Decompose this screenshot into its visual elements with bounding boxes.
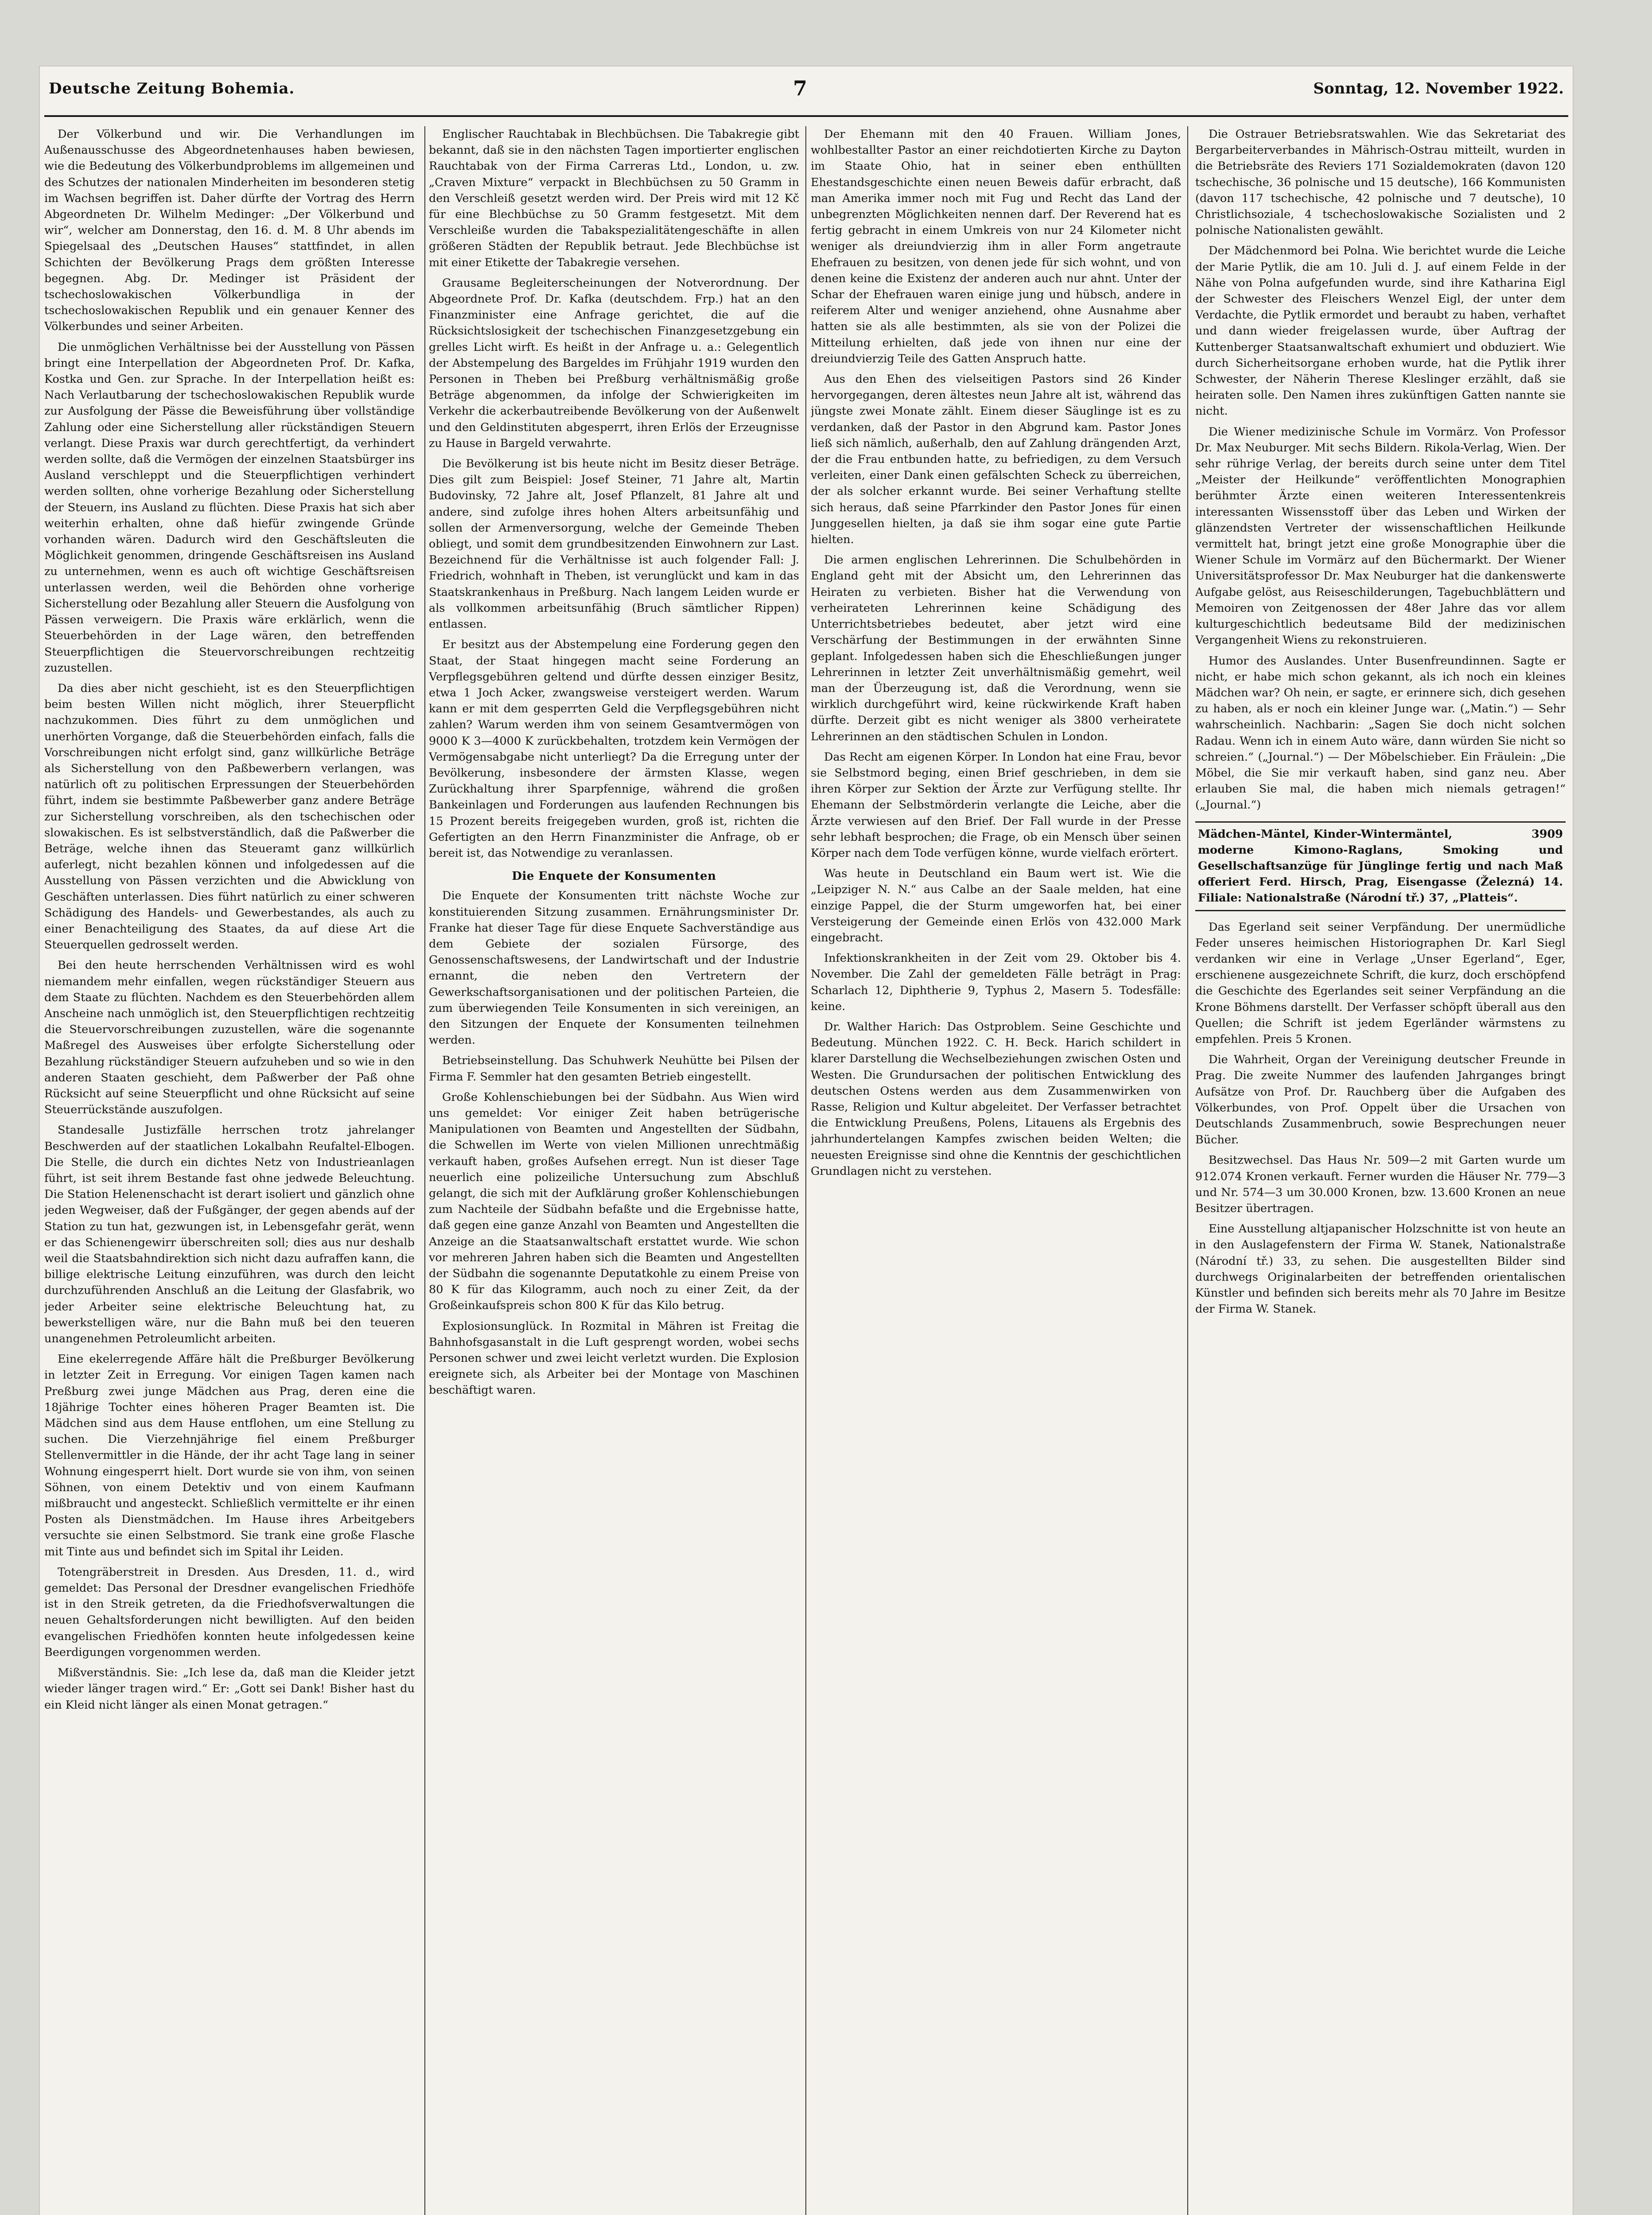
ad-text: moderne Kimono-Raglans, Smoking und Gesellschaftsanzüge für Jünglinge fertig und nach Maß offeriert Ferd. Hirsch, Prag, Eisengasse (Železná) 14. Filiale: Nationalstraße (Národní tř.) 37, „Platteis“. — [1198, 843, 1563, 905]
article-paragraph: Die Ostrauer Betriebsratswahlen. Wie das Sekretariat des Bergarbeiterverbandes in Mährisch-Ostrau mitteilt, wurden in die Betriebsräte des Reviers 171 Sozialdemokraten (davon 120 tschechische, 36 polnische und 15 deutsche), 166 Kommunisten (davon 117 tschechische, 42 polnische und 7 deutsche), 10 Christlichsoziale, 4 tschechoslowakische Sozialisten und 2 polnische Nationalisten gewählt. — [1195, 128, 1566, 237]
article-columns — [44, 126, 1568, 2215]
article-paragraph: Bei den heute herrschenden Verhältnissen wird es wohl niemandem mehr einfallen, wegen rückständiger Steuern aus dem Staate zu flüchten. Nachdem es den Steuerbehörden allem Anscheine nach unmöglich ist, den Steuerpflichtigen rechtzeitig die Steuervorschreibungen zuzustellen, wäre die sogenannte Maßregel des Ausweises über erfolgte Sicherstellung oder Bezahlung rückständiger Steuern aufzuheben und so wie in den anderen Staaten geschieht, dem Paßwerber der Paß ohne Rücksicht auf seine Steuerpflicht und ohne Rücksicht auf seine Steuerrückstände auszufolgen. — [44, 959, 415, 1117]
article-paragraph: Eine ekelerregende Affäre hält die Preßburger Bevölkerung in letzter Zeit in Erregung. Vor einigen Tagen kamen nach Preßburg zwei junge Mädchen aus Prag, deren eine die 18jährige Tochter eines höheren Prager Beamten ist. Die Mädchen sind aus dem Hause entflohen, um eine Stellung zu suchen. Die Vierzehnjährige fiel einem Preßburger Stellenvermittler in die Hände, der ihr acht Tage lang in seiner Wohnung eingesperrt hielt. Dort wurde sie von ihm, von seinen Söhnen, von einem Detektiv und von einem Kaufmann mißbraucht und angesteckt. Schließlich vermittelte er ihr einen Posten als Dienstmädchen. Im Hause ihres Arbeitgebers versuchte sie einen Selbstmord. Sie trank eine große Flasche mit Tinte aus und befindet sich im Spital ihr Leiden. — [44, 1352, 415, 1558]
column-3 — [811, 126, 1181, 2215]
header-rule — [44, 115, 1568, 117]
article-paragraph: Mißverständnis. Sie: „Ich lese da, daß man die Kleider jetzt wieder länger tragen wird.“ Er: „Gott sei Dank! Bisher hast du ein Kleid nicht länger als einen Monat getragen.“ — [44, 1666, 415, 1712]
column-1 — [44, 126, 415, 2215]
article-paragraph: Das Egerland seit seiner Verpfändung. Der unermüdliche Feder unseres heimischen Historiographen Dr. Karl Siegl verdanken wir eine in Verlage „Unser Egerland“, Eger, erschienene ausgezeichnete Schrift, die kurz, doch erschöpfend die Geschichte des Egerlandes seit seiner Verpfändung an die Krone Böhmens darstellt. Der Verfasser schöpft überall aus den Quellen; die Schrift ist jedem Egerländer wärmstens zu empfehlen. Preis 5 Kronen. — [1195, 920, 1566, 1046]
article-paragraph: Er besitzt aus der Abstempelung eine Forderung gegen den Staat, der Staat hingegen macht seine Forderung an Verpflegsgebühren geltend und dürfte dessen einziger Besitz, etwa 1 Joch Acker, zwangsweise versteigert werden. Warum kann er mit dem gesperrten Geld die Verpflegsgebühren nicht zahlen? Warum werden ihm von seinem Gesamtvermögen von 9000 K 3—4000 K zurückbehalten, trotzdem kein Vermögen der Vermögensabgabe nicht unterliegt? Da die Erregung unter der Bevölkerung, insbesondere der ärmsten Klasse, wegen Zurückhaltung ihrer Sparpfennige, während die großen Bankeinlagen und Forderungen aus laufenden Rechnungen bis 15 Prozent bereits freigegeben wurden, groß ist, richten die Gefertigten an den Herrn Finanzminister die Anfrage, ob er bereit ist, das Notwendige zu veranlassen. — [429, 638, 799, 860]
issue-date: Sonntag, 12. November 1922. — [1313, 80, 1564, 97]
article-paragraph: Die Wiener medizinische Schule im Vormärz. Von Professor Dr. Max Neuburger. Mit sechs Bildern. Rikola-Verlag, Wien. Der sehr rührige Verlag, der bereits durch seine unter dem Titel „Meister der Heilkunde“ veröffentlichten Monographien berühmter Ärzte einen weiteren Interessentenkreis interessanten Wissensstoff über das Leben und Wirken der glänzendsten Vertreter der wissenschaftlichen Heilkunde vermittelt hat, bringt jetzt eine große Monographie über die Wiener Schule im Vormärz auf den Büchermarkt. Der Wiener Universitätsprofessor Dr. Max Neuburger hat die dankenswerte Aufgabe gelöst, aus Reiseschilderungen, Tagebuchblättern und Memoiren von Zeitgenossen der 48er Jahre das vor allem kulturgeschichtlich bedeutsame Bild der medizinischen Vergangenheit Wiens zu rekonstruieren. — [1195, 425, 1566, 647]
article-paragraph: Infektionskrankheiten in der Zeit vom 29. Oktober bis 4. November. Die Zahl der gemeldeten Fälle beträgt in Prag: Scharlach 12, Diphtherie 9, Typhus 2, Masern 5. Todesfälle: keine. — [811, 952, 1181, 1013]
column-divider — [1187, 126, 1188, 2215]
article-paragraph: Besitzwechsel. Das Haus Nr. 509—2 mit Garten wurde um 912.074 Kronen verkauft. Ferner wurden die Häuser Nr. 779—3 und Nr. 574—3 um 30.000 Kronen, bzw. 13.600 Kronen an neue Besitzer übertragen. — [1195, 1154, 1566, 1215]
article-paragraph: Die armen englischen Lehrerinnen. Die Schulbehörden in England geht mit der Absicht um, den Lehrerinnen das Heiraten zu verbieten. Bisher hat die Verwendung von verheirateten Lehrerinnen keine Schädigung des Unterrichtsbetriebes bedeutet, aber jetzt wird eine Verschärfung der Bestimmungen in der erwähnten Sinne geplant. Infolgedessen haben sich die Eheschließungen junger Lehrerinnen in letzter Zeit unverhältnismäßig gemehrt, weil man der Überzeugung ist, daß die Verordnung, wenn sie wirklich durchgeführt wird, keine rückwirkende Kraft haben dürfte. Derzeit gibt es nicht weniger als 3800 verheiratete Lehrerinnen an den städtischen Schulen in London. — [811, 553, 1181, 743]
ad-number: 3909 — [1532, 827, 1563, 841]
article-paragraph: Explosionsunglück. In Rozmital in Mähren ist Freitag die Bahnhofsgasanstalt in die Luft gesprengt worden, wobei sechs Personen schwer und zwei leicht verletzt wurden. Die Explosion ereignete sich, als Arbeiter bei der Montage von Maschinen beschäftigt waren. — [429, 1319, 799, 1397]
article-paragraph: Humor des Auslandes. Unter Busenfreundinnen. Sagte er nicht, er habe mich schon gekannt, als ich noch ein kleines Mädchen war? Oh nein, er sagte, er erinnere sich, dich gesehen zu haben, als er noch ein kleiner Junge war. („Matin.“) — Sehr wahrscheinlich. Nachbarin: „Sagen Sie doch nicht solchen Radau. Wenn ich in einem Auto wäre, dann würden Sie nicht so schreien.“ („Journal.“) — Der Möbelschieber. Ein Fräulein: „Die Möbel, die Sie mir verkauft haben, sind ganz neu. Aber erlauben Sie mal, die haben mich niemals getragen!“ („Journal.“) — [1195, 654, 1566, 812]
page-number: 7 — [793, 76, 808, 100]
article-paragraph: Grausame Begleiterscheinungen der Notverordnung. Der Abgeordnete Prof. Dr. Kafka (deutschdem. Frp.) hat an den Finanzminister eine Anfrage gerichtet, die auf die Rücksichtslosigkeit der tschechischen Finanzgesetzgebung ein grelles Licht wirft. Es heißt in der Anfrage u. a.: Gelegentlich der Abstempelung des Bargeldes im Frühjahr 1919 wurden den Personen in Theben bei Preßburg verhältnismäßig große Beträge abgenommen, da infolge der Schwierigkeiten im Verkehr die ackerbautreibende Bevölkerung von der Außenwelt und den Geldinstituten abgesperrt, ihren Erlös der Erzeugnisse zu Hause in Bargeld verwahrte. — [429, 276, 799, 450]
article-paragraph: Die Wahrheit, Organ der Vereinigung deutscher Freunde in Prag. Die zweite Nummer des laufenden Jahrganges bringt Aufsätze von Prof. Dr. Rauchberg über die Aufgaben des Völkerbundes, von Prof. Oppelt über die Ursachen von Deutschlands Zusammenbruch, sowie Besprechungen neuer Bücher. — [1195, 1053, 1566, 1147]
column-divider — [805, 126, 806, 2215]
column-2 — [429, 126, 799, 2215]
article-paragraph: Totengräberstreit in Dresden. Aus Dresden, 11. d., wird gemeldet: Das Personal der Dresdner evangelischen Friedhöfe ist in den Streik getreten, da die Friedhofsverwaltungen die neuen Gehaltsforderungen nicht bewilligten. Auf den beiden evangelischen Friedhöfen konnten heute infolgedessen keine Beerdigungen vorgenommen werden. — [44, 1565, 415, 1659]
article-paragraph: Der Mädchenmord bei Polna. Wie berichtet wurde die Leiche der Marie Pytlik, die am 10. Juli d. J. auf einem Felde in der Nähe von Polna aufgefunden wurde, sind ihre Katharina Eigl der Schwester des Fleischers Wenzel Eigl, der unter dem Verdachte, die Pytlik ermordet und beraubt zu haben, verhaftet und dann wieder freigelassen wurde, über Auftrag der Kuttenberger Staatsanwaltschaft exhumiert und obduziert. Wie durch Sicherheitsorgane erhoben wurde, hat die Pytlik ihrer Schwester, der Näherin Therese Kleslinger erzählt, daß sie heiraten solle. Den Namen ihres zukünftigen Gatten nannte sie nicht. — [1195, 244, 1566, 418]
article-paragraph: Eine Ausstellung altjapanischer Holzschnitte ist von heute an in den Auslagefenstern der Firma W. Stanek, Nationalstraße (Národní tř.) 33, zu sehen. Die ausgestellten Bilder sind durchwegs Originalarbeiten der betreffenden orientalischen Künstler und befinden sich bereits mehr als 70 Jahre im Besitze der Firma W. Stanek. — [1195, 1222, 1566, 1316]
article-paragraph: Da dies aber nicht geschieht, ist es den Steuerpflichtigen beim besten Willen nicht möglich, ihrer Steuerpflicht nachzukommen. Dies führt zu dem unmöglichen und unerhörten Vorgange, daß die Steuerbehörden einfach, falls die Vorschreibungen nicht erfolgt sind, ganz willkürliche Beträge als Sicherstellung von den Paßbewerbern verlangen, was natürlich oft zu politischen Erpressungen der Steuerbehörden führt, indem sie bestimmte Paßbewerber ganz andere Beträge zur Sicherstellung vorschreiben, als den tschechischen oder slowakischen. Es ist selbstverständlich, daß die Paßwerber die Beträge, welche ihnen das Steueramt ganz willkürlich auferlegt, nicht bezahlen können und infolgedessen auf die Ausstellung von Pässen verzichten und die Abwicklung von Geschäften unterlassen. Dies führt natürlich zu einer schweren Schädigung des Handels- und Gewerbestandes, als auch zu einer Benachteiligung des Staates, da auf diese Art die Steuerquellen gedrosselt werden. — [44, 681, 415, 952]
ad-title: Mädchen-Mäntel, Kinder-Wintermäntel, — [1198, 827, 1453, 841]
article-paragraph: Der Ehemann mit den 40 Frauen. William Jones, wohlbestallter Pastor an einer reichdotierten Kirche zu Dayton im Staate Ohio, hat in seiner eben enthüllten Ehestandsgeschichte einen neuen Beweis dafür erbracht, daß man Amerika immer noch mit Fug und Recht das Land der unbegrenzten Möglichkeiten nennen darf. Der Reverend hat es fertig gebracht in einem Umkreis von nur 24 Kilometer nicht weniger als dreiundvierzig ihm in aller Form angetraute Ehefrauen zu besitzen, von denen jede für sich wohnt, und von denen keine die Existenz der anderen auch nur ahnt. Unter der Schar der Ehefrauen waren einige jung und hübsch, andere in reiferem Alter und weniger anziehend, ohne Ausnahme aber hatten sie als alle bestimmten, als sie von der Polizei die Mitteilung erhielten, daß jede von ihnen nur eine der dreiundvierzig Teile des Gatten Anspruch hatte. — [811, 128, 1181, 365]
article-paragraph: Große Kohlenschiebungen bei der Südbahn. Aus Wien wird uns gemeldet: Vor einiger Zeit haben betrügerische Manipulationen von Beamten und Angestellten der Südbahn, die Schwellen im Werte von vielen Millionen unrechtmäßig verkauft haben, großes Aufsehen erregt. Nun ist dieser Tage neuerlich eine polizeiliche Untersuchung zum Abschluß gelangt, die sich mit der Aufklärung großer Kohlenschiebungen zum Nachteile der Südbahn befaßte und die Ergebnisse hatte, daß gegen eine ganze Anzahl von Beamten und Angestellten die Anzeige an die Staatsanwaltschaft erstattet wurde. Wie schon vor mehreren Jahren haben sich die Beamten und Angestellten der Südbahn die sogenannte Deputatkohle zu einem Preise von 80 K für das Kilogramm, auch noch zu einer Zeit, da der Großeinkaufspreis schon 800 K für das Kilo betrug. — [429, 1090, 799, 1313]
paper-title: Deutsche Zeitung Bohemia. — [49, 80, 295, 97]
newspaper-page — [40, 66, 1573, 2215]
article-paragraph: Die Bevölkerung ist bis heute nicht im Besitz dieser Beträge. Dies gilt zum Beispiel: Josef Steiner, 71 Jahre alt, Martin Budovinsky, 72 Jahre alt, Josef Pflanzelt, 81 Jahre alt und andere, sind zufolge ihres hohen Alters arbeitsunfähig und sollen der Armenversorgung, welche der Gemeinde Theben obliegt, und somit dem grundbesitzenden Einwohnern zur Last. Bezeichnend für die Verhältnisse ist auch folgender Fall: J. Friedrich, wohnhaft in Theben, ist verunglückt und kam in das Staatskrankenhaus in Preßburg. Nach langem Leiden wurde er als vollkommen arbeitsunfähig (Bruch sämtlicher Rippen) entlassen. — [429, 457, 799, 631]
article-paragraph: Standesalle Justizfälle herrschen trotz jahrelanger Beschwerden auf der staatlichen Lokalbahn Reufaltel-Elbogen. Die Stelle, die durch ein dichtes Netz von Industrieanlagen führt, ist seit ihrem Bestande fast ohne jedwede Beleuchtung. Die Station Helenenschacht ist derart isoliert und gänzlich ohne jeden Wegweiser, daß der Fußgänger, der gegen abends auf der Station zu tun hat, gezwungen ist, in Lebensgefahr gerät, wenn er das Schienengewirr überschreiten soll; dies aus nur deshalb weil die Staatsbahndirektion sich nicht dazu aufraffen kann, die billige elektrische Leitung einzuführen, was durch den leicht durchzuführenden Anschluß an die Leitung der Glasfabrik, wo jeder Arbeiter seine elektrische Beleuchtung hat, zu bewerkstelligen wäre, nur die Bahn muß bei den teueren unangenehmen Petroleumlicht arbeiten. — [44, 1123, 415, 1346]
article-paragraph: Englischer Rauchtabak in Blechbüchsen. Die Tabakregie gibt bekannt, daß sie in den nächsten Tagen importierter englischen Rauchtabak von der Firma Carreras Ltd., London, u. zw. „Craven Mixture“ verpackt in Blechbüchsen zu 50 Gramm in den Verschleiß gesetzt werden wird. Der Preis wird mit 12 Kč für eine Blechbüchse zu 50 Gramm festgesetzt. Mit dem Verschleiße wurden die Tabakspezialitätengeschäfte in allen größeren Städten der Republik betraut. Jede Blechbüchse ist mit einer Etikette der Tabakregie versehen. — [429, 128, 799, 269]
article-paragraph: Was heute in Deutschland ein Baum wert ist. Wie die „Leipziger N. N.“ aus Calbe an der Saale melden, hat eine einzige Pappel, die der Sturm umgeworfen hat, bei einer Versteigerung der Gemeinde einen Erlös von 432.000 Mark eingebracht. — [811, 867, 1181, 944]
article-paragraph: Aus den Ehen des vielseitigen Pastors sind 26 Kinder hervorgegangen, deren ältestes neun Jahre alt ist, während das jüngste zwei Monate zählt. Einem dieser Säuglinge ist es zu verdanken, daß der Pastor in den Abgrund kam. Pastor Jones ließ sich nämlich, außerhalb, den auf Zahlung drängenden Arzt, der die Frau entbunden hatte, zu befriedigen, zu dem Versuch verleiten, einer Dank einen gefälschten Scheck zu überreichen, der als solcher erkannt wurde. Bei seiner Verhaftung stellte sich heraus, daß seine Pfarrkinder den Pastor Jones für einen Junggesellen hielten, ja daß sie ihm sogar eine gute Partie hielten. — [811, 373, 1181, 547]
section-heading: Die Enquete der Konsumenten — [512, 870, 716, 883]
article-paragraph: Dr. Walther Harich: Das Ostproblem. Seine Geschichte und Bedeutung. München 1922. C. H. Beck. Harich schildert in klarer Darstellung die Wechselbeziehungen zwischen Osten und Westen. Die Grundursachen der politischen Entwicklung des deutschen Ostens werden aus dem Zusammenwirken von Rasse, Religion und Kultur abgeleitet. Der Verfasser betrachtet die Entwicklung Preußens, Polens, Litauens als Ergebnis des jahrhundertelangen Kampfes zwischen beiden Welten; die neuesten Ereignisse sind ohne die Kenntnis der geschichtlichen Grundlagen nicht zu verstehen. — [811, 1020, 1181, 1178]
advertisement — [1195, 821, 1566, 911]
article-paragraph: Die Enquete der Konsumenten tritt nächste Woche zur konstituierenden Sitzung zusammen. Ernährungsminister Dr. Franke hat dieser Tage für diese Enquete Sachverständige aus dem Gebiete der sozialen Fürsorge, des Genossenschaftswesens, der Landwirtschaft und der Industrie ernannt, die neben den Vertretern der Gewerkschaftsorganisationen und der politischen Parteien, die zum überwiegenden Teile Konsumenten in sich vereinigen, an den Sitzungen der Enquete der Konsumenten teilnehmen werden. — [429, 889, 799, 1047]
column-divider — [424, 126, 425, 2215]
article-paragraph: Betriebseinstellung. Das Schuhwerk Neuhütte bei Pilsen der Firma F. Semmler hat den gesamten Betrieb eingestellt. — [429, 1054, 799, 1084]
column-4 — [1195, 126, 1566, 2215]
article-paragraph: Das Recht am eigenen Körper. In London hat eine Frau, bevor sie Selbstmord beging, einen Brief geschrieben, in dem sie ihren Körper zur Sektion der Ärzte zur Verfügung stellte. Ihr Ehemann der Selbstmörderin verlangte die Leiche, aber die Ärzte verwiesen auf den Brief. Der Fall wurde in der Presse sehr lebhaft besprochen; die Frage, ob ein Mensch über seinen Körper nach dem Tode verfügen könne, wurde vielfach erörtert. — [811, 750, 1181, 860]
article-paragraph: Der Völkerbund und wir. Die Verhandlungen im Außenausschusse des Abgeordnetenhauses haben bewiesen, wie die Bedeutung des Völkerbundproblems im allgemeinen und des Schutzes der nationalen Minderheiten im besonderen stetig im Wachsen begriffen ist. Daher dürfte der Vortrag des Herrn Abgeordneten Dr. Wilhelm Medinger: „Der Völkerbund und wir“, welcher am Donnerstag, den 16. d. M. 8 Uhr abends im Spiegelsaal des „Deutschen Hauses“ stattfindet, in allen Schichten der Bevölkerung Prags dem größten Interesse begegnen. Abg. Dr. Medinger ist Präsident der tschechoslowakischen Völkerbundliga in der tschechoslowakischen Republik und ein genauer Kenner des Völkerbundes und seiner Arbeiten. — [44, 128, 415, 334]
article-paragraph: Die unmöglichen Verhältnisse bei der Ausstellung von Pässen bringt eine Interpellation der Abgeordneten Prof. Dr. Kafka, Kostka und Gen. zur Sprache. In der Interpellation heißt es: Nach Verlautbarung der tschechoslowakischen Republik wurde zur Ausfolgung der Pässe die Beweisführung über vollständige Zahlung oder eine Sicherstellung aller rückständigen Steuern verlangt. Diese Praxis war durch gerechtfertigt, da verhindert werden sollte, daß die Vermögen der einzelnen Staatsbürger ins Ausland verschleppt und die Steuerpflichtigen verhindert werden sollten, ohne vorherige Bezahlung oder Sicherstellung der Steuern, ins Ausland zu flüchten. Diese Praxis hat sich aber weiterhin erhalten, ohne daß hiefür zwingende Gründe vorhanden wären. Dadurch wird den Geschäftsleuten die Möglichkeit genommen, dringende Geschäftsreisen ins Ausland zu unternehmen, wenn es auch oft wichtige Geschäftsreisen unterlassen werden, weil die Behörden ohne vorherige Sicherstellung oder Bezahlung aller Steuern die Ausfolgung von Pässen verweigern. Die Praxis wäre erklärlich, wenn die Steuerbehörden in der Lage wären, den betreffenden Steuerpflichtigen die Steuervorschreibungen rechtzeitig zuzustellen. — [44, 340, 415, 675]
page-header — [40, 66, 1573, 120]
